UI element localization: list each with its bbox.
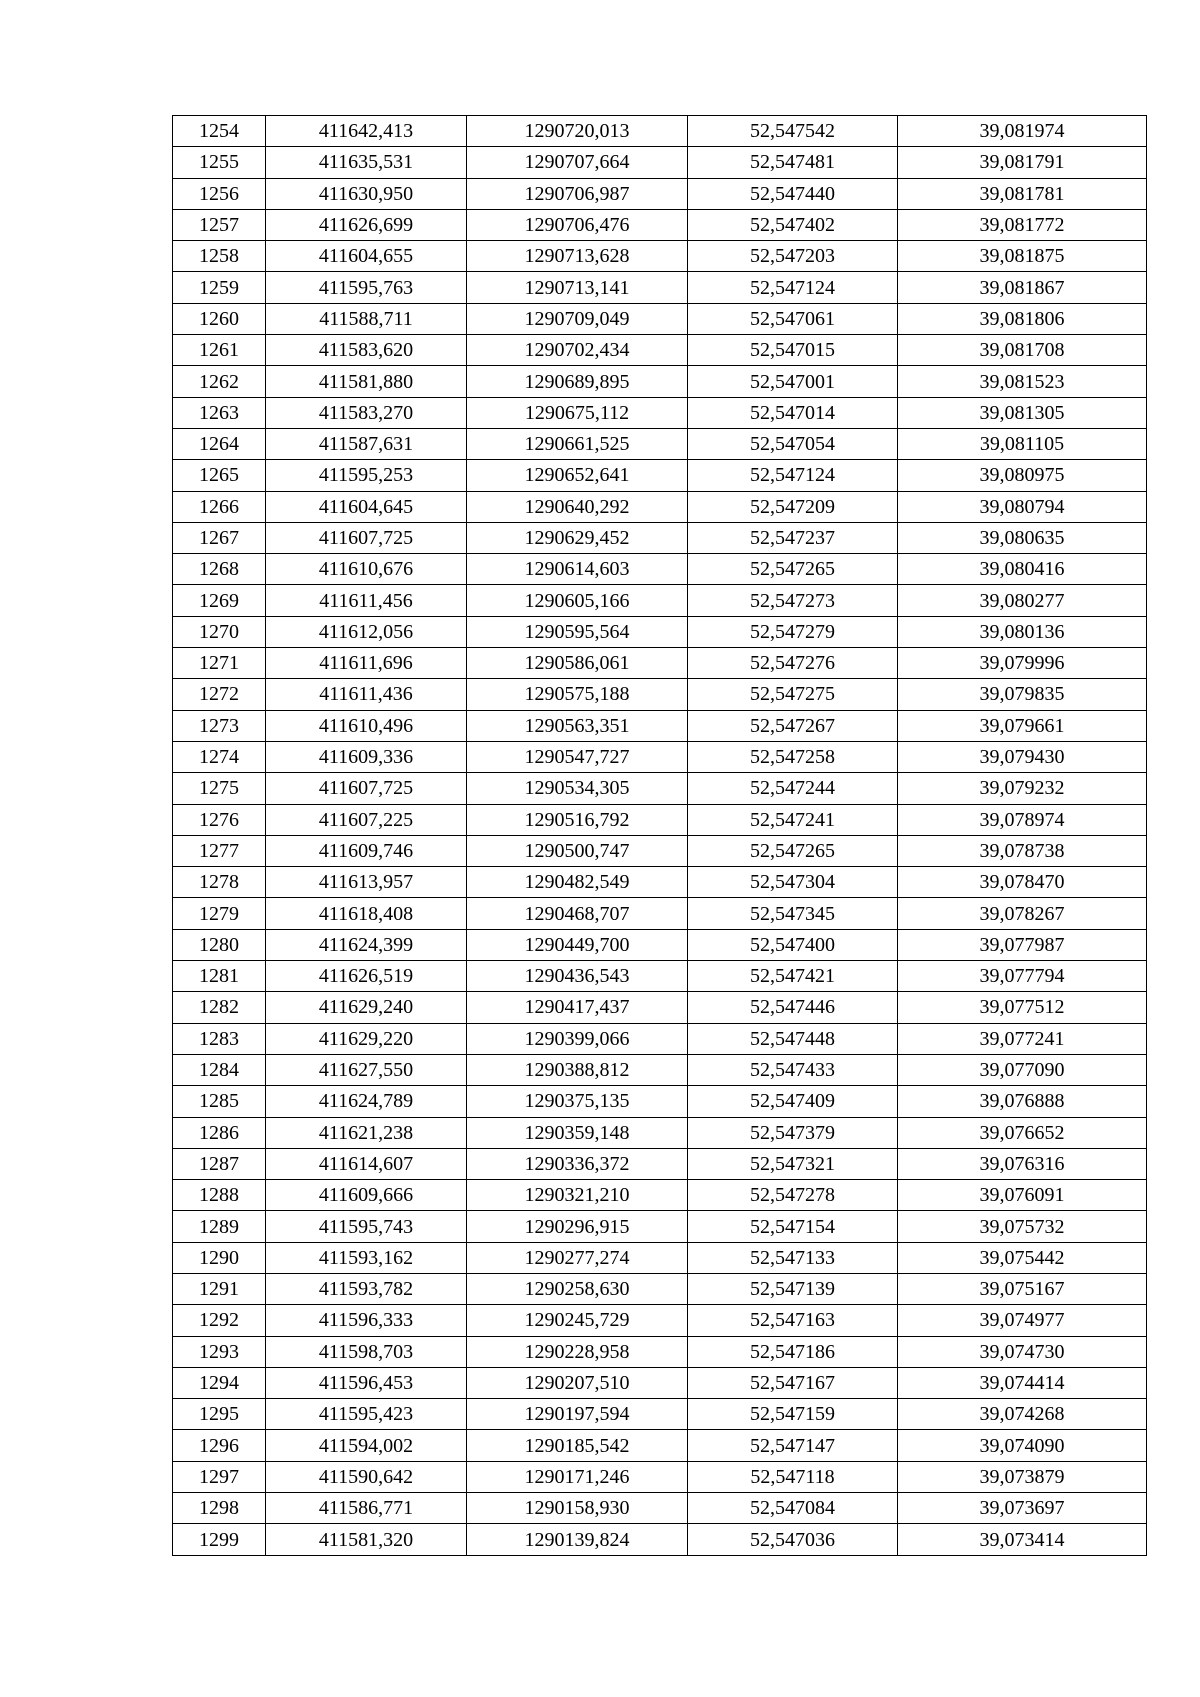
y-coordinate-cell: 1290245,729 [467, 1305, 688, 1336]
point-number-cell: 1297 [173, 1461, 266, 1492]
table-row [173, 491, 1147, 522]
point-number-cell: 1264 [173, 428, 266, 459]
x-coordinate-cell: 411611,436 [266, 679, 467, 710]
longitude-cell: 39,075732 [898, 1211, 1147, 1242]
longitude-cell: 39,079232 [898, 773, 1147, 804]
table-row [173, 428, 1147, 459]
point-number-cell: 1280 [173, 929, 266, 960]
x-coordinate-cell: 411629,220 [266, 1023, 467, 1054]
y-coordinate-cell: 1290702,434 [467, 335, 688, 366]
point-number-cell: 1268 [173, 554, 266, 585]
y-coordinate-cell: 1290296,915 [467, 1211, 688, 1242]
point-number-cell: 1274 [173, 741, 266, 772]
latitude-cell: 52,547159 [688, 1399, 898, 1430]
latitude-cell: 52,547203 [688, 241, 898, 272]
longitude-cell: 39,076316 [898, 1148, 1147, 1179]
point-number-cell: 1294 [173, 1367, 266, 1398]
table-row [173, 397, 1147, 428]
point-number-cell: 1291 [173, 1273, 266, 1304]
table-row [173, 1305, 1147, 1336]
point-number-cell: 1266 [173, 491, 266, 522]
x-coordinate-cell: 411630,950 [266, 178, 467, 209]
latitude-cell: 52,547133 [688, 1242, 898, 1273]
longitude-cell: 39,081791 [898, 147, 1147, 178]
latitude-cell: 52,547446 [688, 992, 898, 1023]
table-row [173, 1023, 1147, 1054]
latitude-cell: 52,547542 [688, 116, 898, 147]
longitude-cell: 39,073879 [898, 1461, 1147, 1492]
latitude-cell: 52,547265 [688, 835, 898, 866]
x-coordinate-cell: 411629,240 [266, 992, 467, 1023]
y-coordinate-cell: 1290359,148 [467, 1117, 688, 1148]
point-number-cell: 1283 [173, 1023, 266, 1054]
y-coordinate-cell: 1290207,510 [467, 1367, 688, 1398]
longitude-cell: 39,081974 [898, 116, 1147, 147]
y-coordinate-cell: 1290321,210 [467, 1180, 688, 1211]
y-coordinate-cell: 1290689,895 [467, 366, 688, 397]
latitude-cell: 52,547448 [688, 1023, 898, 1054]
point-number-cell: 1255 [173, 147, 266, 178]
latitude-cell: 52,547402 [688, 209, 898, 240]
latitude-cell: 52,547124 [688, 272, 898, 303]
x-coordinate-cell: 411611,456 [266, 585, 467, 616]
longitude-cell: 39,081867 [898, 272, 1147, 303]
longitude-cell: 39,077090 [898, 1054, 1147, 1085]
latitude-cell: 52,547237 [688, 522, 898, 553]
latitude-cell: 52,547258 [688, 741, 898, 772]
point-number-cell: 1265 [173, 460, 266, 491]
longitude-cell: 39,073414 [898, 1524, 1147, 1555]
x-coordinate-cell: 411595,253 [266, 460, 467, 491]
latitude-cell: 52,547345 [688, 898, 898, 929]
latitude-cell: 52,547163 [688, 1305, 898, 1336]
latitude-cell: 52,547409 [688, 1086, 898, 1117]
x-coordinate-cell: 411607,225 [266, 804, 467, 835]
y-coordinate-cell: 1290516,792 [467, 804, 688, 835]
longitude-cell: 39,080794 [898, 491, 1147, 522]
point-number-cell: 1284 [173, 1054, 266, 1085]
point-number-cell: 1290 [173, 1242, 266, 1273]
latitude-cell: 52,547421 [688, 961, 898, 992]
longitude-cell: 39,077987 [898, 929, 1147, 960]
y-coordinate-cell: 1290171,246 [467, 1461, 688, 1492]
table-row [173, 209, 1147, 240]
latitude-cell: 52,547276 [688, 648, 898, 679]
y-coordinate-cell: 1290661,525 [467, 428, 688, 459]
latitude-cell: 52,547400 [688, 929, 898, 960]
latitude-cell: 52,547278 [688, 1180, 898, 1211]
table-row [173, 992, 1147, 1023]
table-row [173, 1117, 1147, 1148]
y-coordinate-cell: 1290563,351 [467, 710, 688, 741]
point-number-cell: 1295 [173, 1399, 266, 1430]
y-coordinate-cell: 1290482,549 [467, 867, 688, 898]
longitude-cell: 39,077512 [898, 992, 1147, 1023]
longitude-cell: 39,075167 [898, 1273, 1147, 1304]
x-coordinate-cell: 411581,880 [266, 366, 467, 397]
longitude-cell: 39,081305 [898, 397, 1147, 428]
point-number-cell: 1278 [173, 867, 266, 898]
table-row [173, 116, 1147, 147]
table-row [173, 616, 1147, 647]
x-coordinate-cell: 411583,620 [266, 335, 467, 366]
table-row [173, 961, 1147, 992]
y-coordinate-cell: 1290605,166 [467, 585, 688, 616]
longitude-cell: 39,081523 [898, 366, 1147, 397]
table-row [173, 1273, 1147, 1304]
point-number-cell: 1258 [173, 241, 266, 272]
table-row [173, 1180, 1147, 1211]
y-coordinate-cell: 1290500,747 [467, 835, 688, 866]
point-number-cell: 1259 [173, 272, 266, 303]
y-coordinate-cell: 1290375,135 [467, 1086, 688, 1117]
point-number-cell: 1257 [173, 209, 266, 240]
x-coordinate-cell: 411583,270 [266, 397, 467, 428]
longitude-cell: 39,079835 [898, 679, 1147, 710]
table-row [173, 1242, 1147, 1273]
y-coordinate-cell: 1290468,707 [467, 898, 688, 929]
y-coordinate-cell: 1290197,594 [467, 1399, 688, 1430]
table-row [173, 1054, 1147, 1085]
longitude-cell: 39,079661 [898, 710, 1147, 741]
y-coordinate-cell: 1290449,700 [467, 929, 688, 960]
coordinates-table [172, 115, 1147, 1556]
longitude-cell: 39,080416 [898, 554, 1147, 585]
longitude-cell: 39,074977 [898, 1305, 1147, 1336]
table-row [173, 585, 1147, 616]
longitude-cell: 39,079996 [898, 648, 1147, 679]
latitude-cell: 52,547124 [688, 460, 898, 491]
point-number-cell: 1261 [173, 335, 266, 366]
latitude-cell: 52,547186 [688, 1336, 898, 1367]
coordinates-table-body [173, 116, 1147, 1556]
x-coordinate-cell: 411586,771 [266, 1493, 467, 1524]
latitude-cell: 52,547241 [688, 804, 898, 835]
latitude-cell: 52,547014 [688, 397, 898, 428]
x-coordinate-cell: 411618,408 [266, 898, 467, 929]
y-coordinate-cell: 1290399,066 [467, 1023, 688, 1054]
x-coordinate-cell: 411593,162 [266, 1242, 467, 1273]
table-row [173, 1148, 1147, 1179]
table-row [173, 147, 1147, 178]
latitude-cell: 52,547167 [688, 1367, 898, 1398]
x-coordinate-cell: 411635,531 [266, 147, 467, 178]
table-row [173, 366, 1147, 397]
point-number-cell: 1277 [173, 835, 266, 866]
longitude-cell: 39,080277 [898, 585, 1147, 616]
latitude-cell: 52,547061 [688, 303, 898, 334]
table-row [173, 241, 1147, 272]
point-number-cell: 1298 [173, 1493, 266, 1524]
longitude-cell: 39,078974 [898, 804, 1147, 835]
x-coordinate-cell: 411595,763 [266, 272, 467, 303]
longitude-cell: 39,078267 [898, 898, 1147, 929]
longitude-cell: 39,080136 [898, 616, 1147, 647]
latitude-cell: 52,547265 [688, 554, 898, 585]
point-number-cell: 1289 [173, 1211, 266, 1242]
longitude-cell: 39,078470 [898, 867, 1147, 898]
table-row [173, 1461, 1147, 1492]
table-row [173, 804, 1147, 835]
table-row [173, 272, 1147, 303]
point-number-cell: 1281 [173, 961, 266, 992]
y-coordinate-cell: 1290417,437 [467, 992, 688, 1023]
x-coordinate-cell: 411596,453 [266, 1367, 467, 1398]
longitude-cell: 39,076091 [898, 1180, 1147, 1211]
point-number-cell: 1272 [173, 679, 266, 710]
point-number-cell: 1273 [173, 710, 266, 741]
table-row [173, 741, 1147, 772]
table-row [173, 178, 1147, 209]
table-row [173, 648, 1147, 679]
latitude-cell: 52,547036 [688, 1524, 898, 1555]
y-coordinate-cell: 1290436,543 [467, 961, 688, 992]
x-coordinate-cell: 411604,645 [266, 491, 467, 522]
longitude-cell: 39,074090 [898, 1430, 1147, 1461]
y-coordinate-cell: 1290336,372 [467, 1148, 688, 1179]
latitude-cell: 52,547304 [688, 867, 898, 898]
x-coordinate-cell: 411596,333 [266, 1305, 467, 1336]
y-coordinate-cell: 1290640,292 [467, 491, 688, 522]
x-coordinate-cell: 411598,703 [266, 1336, 467, 1367]
x-coordinate-cell: 411607,725 [266, 522, 467, 553]
x-coordinate-cell: 411595,743 [266, 1211, 467, 1242]
table-row [173, 522, 1147, 553]
latitude-cell: 52,547481 [688, 147, 898, 178]
point-number-cell: 1282 [173, 992, 266, 1023]
x-coordinate-cell: 411609,336 [266, 741, 467, 772]
point-number-cell: 1287 [173, 1148, 266, 1179]
point-number-cell: 1293 [173, 1336, 266, 1367]
latitude-cell: 52,547118 [688, 1461, 898, 1492]
x-coordinate-cell: 411626,699 [266, 209, 467, 240]
x-coordinate-cell: 411611,696 [266, 648, 467, 679]
y-coordinate-cell: 1290706,987 [467, 178, 688, 209]
x-coordinate-cell: 411621,238 [266, 1117, 467, 1148]
y-coordinate-cell: 1290707,664 [467, 147, 688, 178]
latitude-cell: 52,547379 [688, 1117, 898, 1148]
point-number-cell: 1288 [173, 1180, 266, 1211]
point-number-cell: 1279 [173, 898, 266, 929]
point-number-cell: 1260 [173, 303, 266, 334]
latitude-cell: 52,547139 [688, 1273, 898, 1304]
point-number-cell: 1275 [173, 773, 266, 804]
longitude-cell: 39,075442 [898, 1242, 1147, 1273]
table-row [173, 1493, 1147, 1524]
latitude-cell: 52,547244 [688, 773, 898, 804]
y-coordinate-cell: 1290706,476 [467, 209, 688, 240]
latitude-cell: 52,547267 [688, 710, 898, 741]
latitude-cell: 52,547084 [688, 1493, 898, 1524]
point-number-cell: 1286 [173, 1117, 266, 1148]
x-coordinate-cell: 411607,725 [266, 773, 467, 804]
point-number-cell: 1269 [173, 585, 266, 616]
y-coordinate-cell: 1290534,305 [467, 773, 688, 804]
longitude-cell: 39,074268 [898, 1399, 1147, 1430]
longitude-cell: 39,073697 [898, 1493, 1147, 1524]
y-coordinate-cell: 1290158,930 [467, 1493, 688, 1524]
x-coordinate-cell: 411604,655 [266, 241, 467, 272]
longitude-cell: 39,081806 [898, 303, 1147, 334]
latitude-cell: 52,547279 [688, 616, 898, 647]
latitude-cell: 52,547147 [688, 1430, 898, 1461]
point-number-cell: 1296 [173, 1430, 266, 1461]
table-row [173, 1524, 1147, 1555]
table-row [173, 710, 1147, 741]
longitude-cell: 39,081875 [898, 241, 1147, 272]
x-coordinate-cell: 411609,666 [266, 1180, 467, 1211]
y-coordinate-cell: 1290709,049 [467, 303, 688, 334]
latitude-cell: 52,547440 [688, 178, 898, 209]
latitude-cell: 52,547275 [688, 679, 898, 710]
y-coordinate-cell: 1290575,188 [467, 679, 688, 710]
x-coordinate-cell: 411624,399 [266, 929, 467, 960]
x-coordinate-cell: 411595,423 [266, 1399, 467, 1430]
table-row [173, 898, 1147, 929]
longitude-cell: 39,079430 [898, 741, 1147, 772]
longitude-cell: 39,080975 [898, 460, 1147, 491]
point-number-cell: 1270 [173, 616, 266, 647]
x-coordinate-cell: 411610,496 [266, 710, 467, 741]
y-coordinate-cell: 1290277,274 [467, 1242, 688, 1273]
x-coordinate-cell: 411626,519 [266, 961, 467, 992]
table-row [173, 554, 1147, 585]
point-number-cell: 1285 [173, 1086, 266, 1117]
y-coordinate-cell: 1290629,452 [467, 522, 688, 553]
latitude-cell: 52,547054 [688, 428, 898, 459]
latitude-cell: 52,547273 [688, 585, 898, 616]
table-row [173, 773, 1147, 804]
latitude-cell: 52,547209 [688, 491, 898, 522]
longitude-cell: 39,081708 [898, 335, 1147, 366]
point-number-cell: 1262 [173, 366, 266, 397]
x-coordinate-cell: 411587,631 [266, 428, 467, 459]
table-row [173, 460, 1147, 491]
longitude-cell: 39,074414 [898, 1367, 1147, 1398]
table-row [173, 835, 1147, 866]
longitude-cell: 39,076652 [898, 1117, 1147, 1148]
y-coordinate-cell: 1290713,628 [467, 241, 688, 272]
longitude-cell: 39,080635 [898, 522, 1147, 553]
latitude-cell: 52,547154 [688, 1211, 898, 1242]
x-coordinate-cell: 411624,789 [266, 1086, 467, 1117]
longitude-cell: 39,077241 [898, 1023, 1147, 1054]
x-coordinate-cell: 411610,676 [266, 554, 467, 585]
longitude-cell: 39,081105 [898, 428, 1147, 459]
point-number-cell: 1267 [173, 522, 266, 553]
y-coordinate-cell: 1290614,603 [467, 554, 688, 585]
y-coordinate-cell: 1290258,630 [467, 1273, 688, 1304]
longitude-cell: 39,076888 [898, 1086, 1147, 1117]
latitude-cell: 52,547433 [688, 1054, 898, 1085]
point-number-cell: 1256 [173, 178, 266, 209]
x-coordinate-cell: 411614,607 [266, 1148, 467, 1179]
point-number-cell: 1276 [173, 804, 266, 835]
x-coordinate-cell: 411594,002 [266, 1430, 467, 1461]
y-coordinate-cell: 1290388,812 [467, 1054, 688, 1085]
point-number-cell: 1299 [173, 1524, 266, 1555]
longitude-cell: 39,081772 [898, 209, 1147, 240]
x-coordinate-cell: 411588,711 [266, 303, 467, 334]
y-coordinate-cell: 1290652,641 [467, 460, 688, 491]
y-coordinate-cell: 1290675,112 [467, 397, 688, 428]
x-coordinate-cell: 411581,320 [266, 1524, 467, 1555]
latitude-cell: 52,547015 [688, 335, 898, 366]
longitude-cell: 39,074730 [898, 1336, 1147, 1367]
x-coordinate-cell: 411627,550 [266, 1054, 467, 1085]
table-row [173, 1086, 1147, 1117]
y-coordinate-cell: 1290228,958 [467, 1336, 688, 1367]
y-coordinate-cell: 1290713,141 [467, 272, 688, 303]
x-coordinate-cell: 411612,056 [266, 616, 467, 647]
point-number-cell: 1292 [173, 1305, 266, 1336]
table-row [173, 335, 1147, 366]
y-coordinate-cell: 1290586,061 [467, 648, 688, 679]
point-number-cell: 1254 [173, 116, 266, 147]
table-row [173, 1399, 1147, 1430]
longitude-cell: 39,077794 [898, 961, 1147, 992]
point-number-cell: 1263 [173, 397, 266, 428]
y-coordinate-cell: 1290547,727 [467, 741, 688, 772]
table-row [173, 1367, 1147, 1398]
y-coordinate-cell: 1290595,564 [467, 616, 688, 647]
y-coordinate-cell: 1290720,013 [467, 116, 688, 147]
table-row [173, 1336, 1147, 1367]
x-coordinate-cell: 411590,642 [266, 1461, 467, 1492]
longitude-cell: 39,078738 [898, 835, 1147, 866]
x-coordinate-cell: 411642,413 [266, 116, 467, 147]
latitude-cell: 52,547321 [688, 1148, 898, 1179]
table-row [173, 867, 1147, 898]
table-row [173, 1430, 1147, 1461]
longitude-cell: 39,081781 [898, 178, 1147, 209]
y-coordinate-cell: 1290139,824 [467, 1524, 688, 1555]
point-number-cell: 1271 [173, 648, 266, 679]
table-row [173, 303, 1147, 334]
x-coordinate-cell: 411613,957 [266, 867, 467, 898]
table-row [173, 679, 1147, 710]
latitude-cell: 52,547001 [688, 366, 898, 397]
table-row [173, 1211, 1147, 1242]
table-row [173, 929, 1147, 960]
x-coordinate-cell: 411609,746 [266, 835, 467, 866]
x-coordinate-cell: 411593,782 [266, 1273, 467, 1304]
y-coordinate-cell: 1290185,542 [467, 1430, 688, 1461]
